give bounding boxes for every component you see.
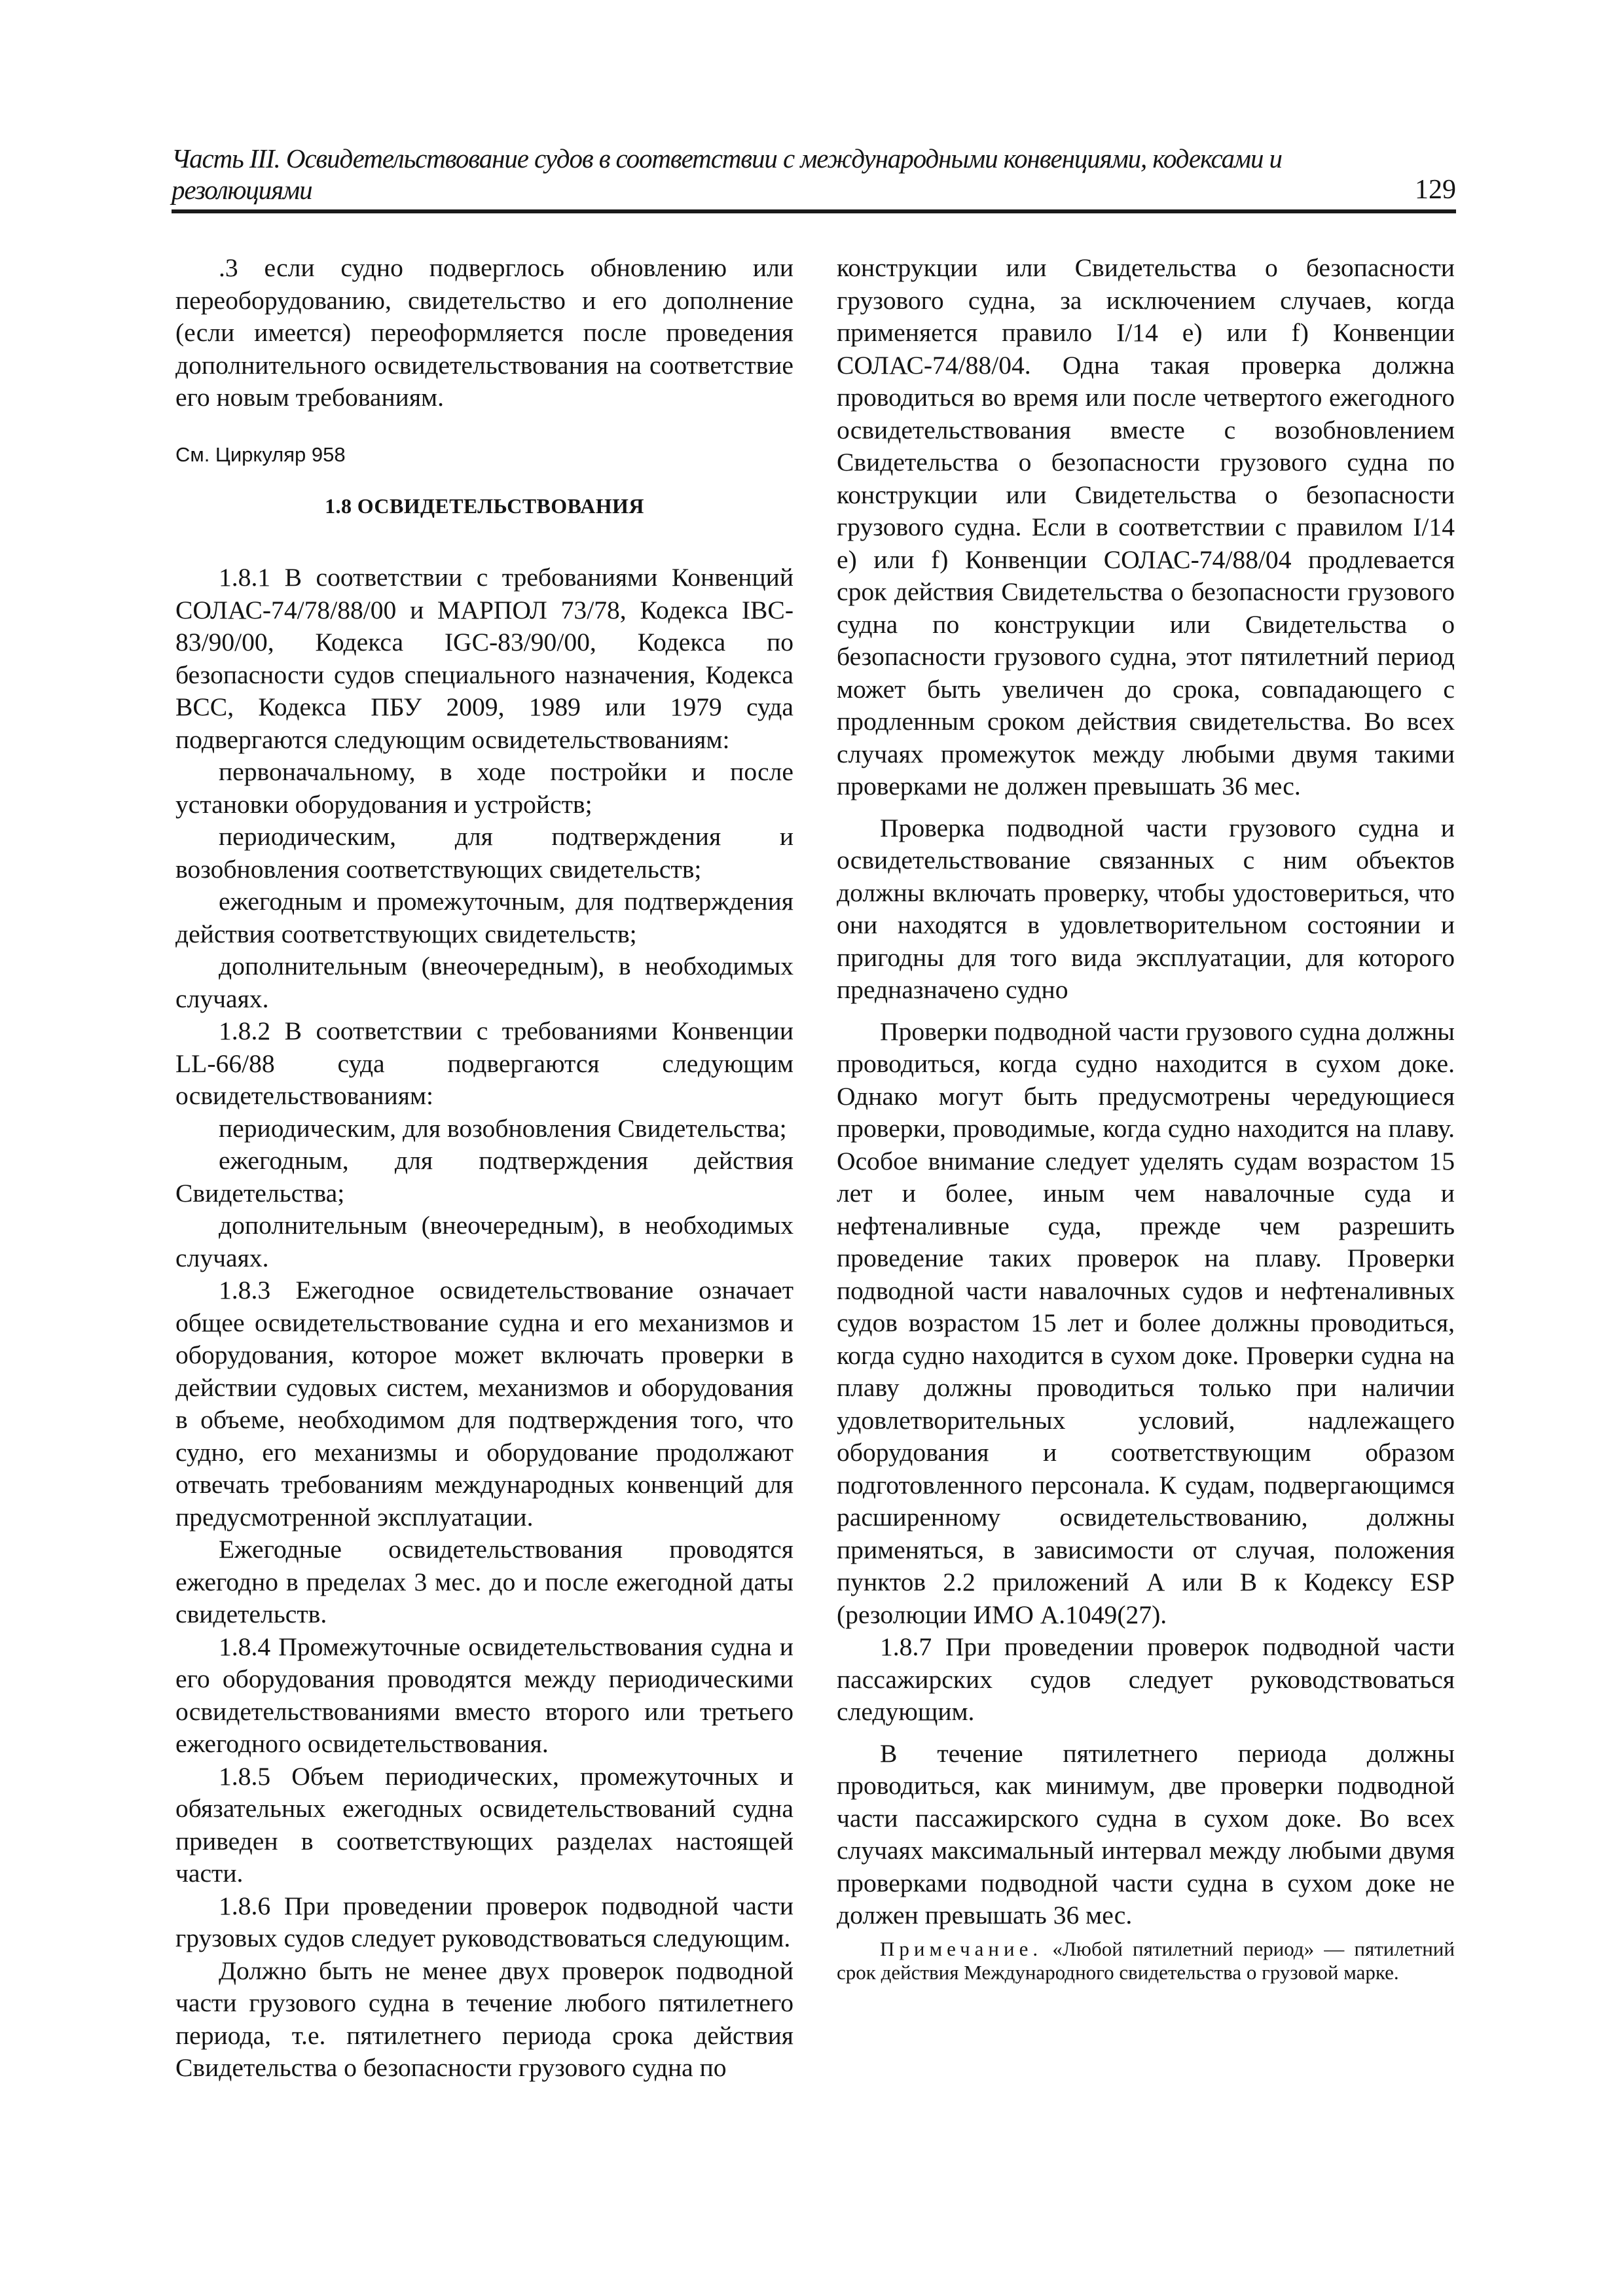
note-label: Примечание. — [880, 1937, 1043, 1960]
list-item: периодическим, для подтверждения и возобновления соответствующих свидетельств; — [175, 822, 793, 884]
list-item: ежегодным, для подтверждения действия Свидетельства; — [175, 1146, 793, 1208]
section-heading: 1.8 ОСВИДЕТЕЛЬСТВОВАНИЯ — [325, 493, 644, 518]
paragraph-1-8-7: 1.8.7 При проведении проверок подводной части пассажирских судов следует руководствоваться следующим. — [837, 1632, 1455, 1726]
list-item: дополнительным (внеочередным), в необходимых случаях. — [175, 952, 793, 1013]
list-item: периодическим, для возобновления Свидетельства; — [219, 1113, 787, 1143]
paragraph-1-8-6: 1.8.6 При проведении проверок подводной части грузовых судов следует руководствоваться следующим. — [175, 1891, 793, 1952]
right-column — [837, 252, 1455, 1984]
list-item: первоначальному, в ходе постройки и после установки оборудования и устройств; — [175, 757, 793, 819]
paragraph-underwater-check: Проверка подводной части грузового судна и освидетельствование связанных с ним объектов должны включать проверку, чтобы удостовериться, что они находятся в удовлетворительном состоянии и пригодны для того вида эксплуатации, для которого предназначено судно — [837, 813, 1455, 1004]
paragraph-1-8-1: 1.8.1 В соответствии с требованиями Конвенций СОЛАС-74/78/88/00 и МАРПОЛ 73/78, Кодекса IBC-83/90/00, Кодекса IGC-83/90/00, Кодекса по безопасности судов специального назначения, Кодекса ВСС, Кодекса ПБУ 2009, 1989 или 1979 суда подвергаются следующим освидетельствованиям: — [175, 563, 793, 754]
list-item: дополнительным (внеочередным), в необходимых случаях. — [175, 1211, 793, 1272]
paragraph-1-8-2: 1.8.2 В соответствии с требованиями Конвенции LL-66/88 суда подвергаются следующим освидетельствованиям: — [175, 1016, 793, 1110]
left-column — [175, 252, 793, 2085]
running-title: Часть III. Освидетельствование судов в соответствии с международными конвенциями, кодексами и резолюциями — [172, 143, 1282, 205]
paragraph-item-3: .3 если судно подверглось обновлению или переоборудованию, свидетельство и его дополнение (если имеется) переоформляется после проведения дополнительного освидетельствования на соответствие его новым требованиям. — [175, 253, 793, 412]
list-item: ежегодным и промежуточным, для подтверждения действия соответствующих свидетельств; — [175, 887, 793, 948]
paragraph-1-8-3: 1.8.3 Ежегодное освидетельствование означает общее освидетельствование судна и его механизмов и оборудования, которое может включать проверки в действии судовых систем, механизмов и оборудования в объеме, необходимом для подтверждения того, что судно, его механизмы и оборудование продолжают отвечать требованиям международных конвенций для предусмотренной эксплуатации. — [175, 1276, 793, 1532]
circular-reference: См. Циркуляр 958 — [175, 442, 346, 466]
running-header — [172, 143, 1456, 213]
footnote — [837, 1937, 1455, 1984]
page-number: 129 — [1415, 175, 1456, 205]
paragraph-cargo-inspections: Должно быть не менее двух проверок подводной части грузового судна в течение любого пятилетнего периода, т.е. пятилетнего периода срока действия Свидетельства о безопасности грузового судна по — [175, 1956, 793, 2082]
paragraph-1-8-5: 1.8.5 Объем периодических, промежуточных и обязательных ежегодных освидетельствований судна приведен в соответствующих разделах настоящей части. — [175, 1761, 793, 1888]
paragraph-continued: конструкции или Свидетельства о безопасности грузового судна, за исключением случаев, когда применяется правило I/14 e) или f) Конвенции СОЛАС-74/88/04. Одна такая проверка должна проводиться во время или после четвертого ежегодного освидетельствования вместе с возобновлением Свидетельства о безопасности грузового судна по конструкции или Свидетельства о безопасности грузового судна. Если в соответствии с правилом I/14 e) или f) Конвенции СОЛАС-74/88/04 продлевается срок действия Свидетельства о безопасности грузового судна по конструкции или Свидетельства о безопасности грузового судна, этот пятилетний период может быть увеличен до срока, совпадающего с продленным сроком действия свидетельства. Во всех случаях промежуток между любыми двумя такими проверками не должен превышать 36 мес. — [837, 253, 1455, 800]
note-text: «Любой пятилетний период» — пятилетний срок действия Международного свидетельства о грузовой марке. — [837, 1937, 1455, 1984]
paragraph-passenger-checks: В течение пятилетнего периода должны проводиться, как минимум, две проверки подводной части пассажирского судна в сухом доке. Во всех случаях максимальный интервал между любыми двумя проверками подводной части судна в сухом доке не должен превышать 36 мес. — [837, 1738, 1455, 1929]
paragraph-1-8-4: 1.8.4 Промежуточные освидетельствования судна и его оборудования проводятся между периодическими освидетельствованиями вместо второго или третьего ежегодного освидетельствования. — [175, 1632, 793, 1758]
paragraph-underwater-checks: Проверки подводной части грузового судна должны проводиться, когда судно находится в сухом доке. Однако могут быть предусмотрены чередующиеся проверки, проводимые, когда судно находится на плаву. Особое внимание следует уделять судам возрастом 15 лет и более, иным чем навалочные суда и нефтеналивные суда, прежде чем разрешить проведение таких проверок на плаву. Проверки подводной части навалочных судов и нефтеналивных судов возрастом 15 лет и более должны проводиться, когда судно находится в сухом доке. Проверки судна на плаву должны проводиться только при наличии удовлетворительных условий, надлежащего оборудования и соответствующим образом подготовленного персонала. К судам, подвергающимся расширенному освидетельствованию, должны применяться, в зависимости от случая, положения пунктов 2.2 приложений А или В к Кодексу ESP (резолюции ИМО А.1049(27). — [837, 1016, 1455, 1629]
paragraph-annual: Ежегодные освидетельствования проводятся ежегодно в пределах 3 мес. до и после ежегодной даты свидетельств. — [175, 1535, 793, 1628]
